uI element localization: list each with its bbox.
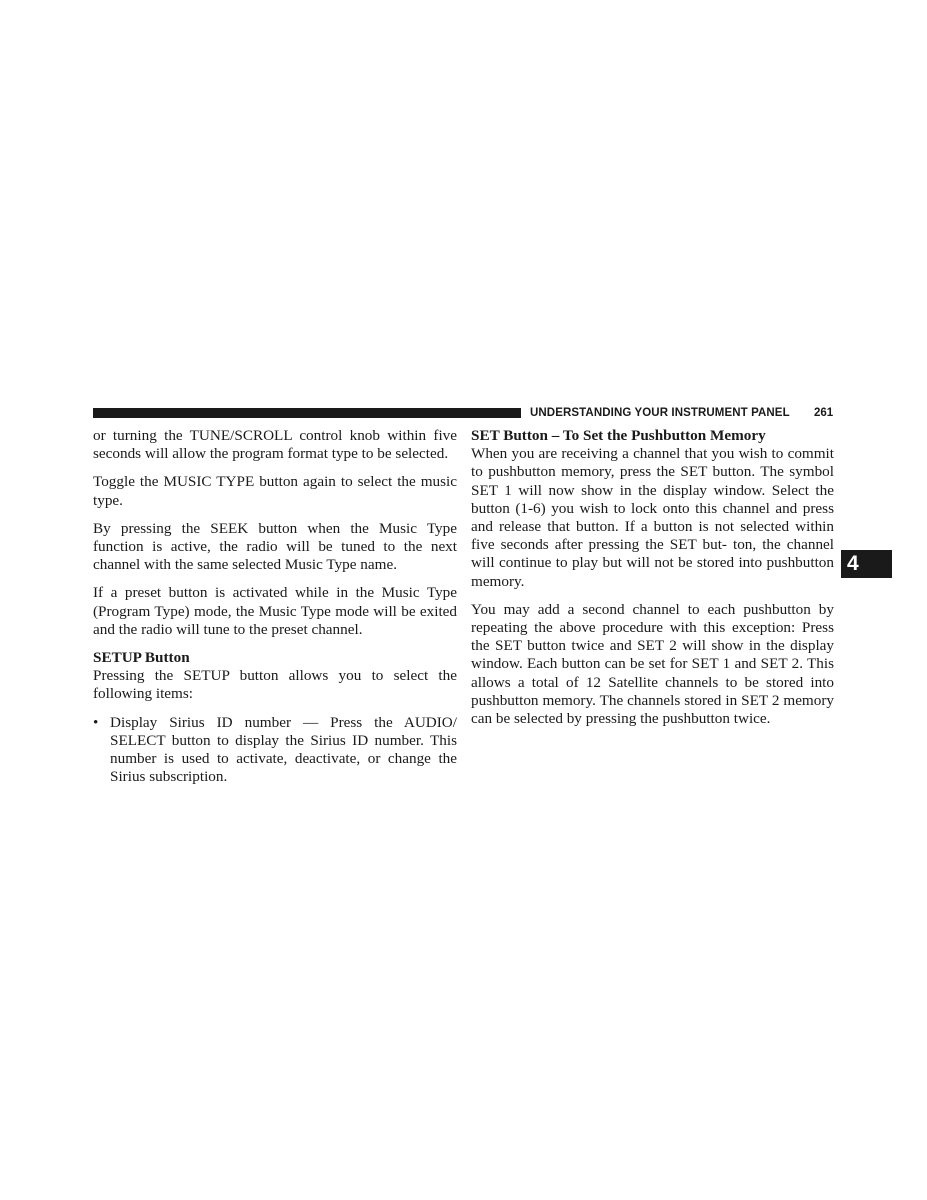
left-column xyxy=(93,427,457,786)
paragraph-set-2: You may add a second channel to each pushbutton by repeating the above procedure with this exception: Press the SET button twice and SET 2 will show in the display window. Each button can be set for SET 1 and SET 2. This allows a total of 12 Satellite channels to be stored into pushbutton memory. The channels stored in SET 2 memory can be selected by pressing the pushbutton twice. xyxy=(471,600,834,728)
paragraph-preset: If a preset button is activated while in the Music Type (Program Type) mode, the Music Type mode will be exited and the radio will tune to the preset channel. xyxy=(93,584,457,638)
running-header-title: UNDERSTANDING YOUR INSTRUMENT PANEL xyxy=(530,407,790,419)
bullet-text: Display Sirius ID number — Press the AUDIO/ SELECT button to display the Sirius ID number. This number is used to activate, deactivate, or change the Sirius subscription. xyxy=(110,713,457,786)
header-rule xyxy=(93,408,521,418)
paragraph-tune-scroll: or turning the TUNE/SCROLL control knob within five seconds will allow the program format type to be selected. xyxy=(93,427,457,463)
bullet-icon: • xyxy=(93,713,99,731)
list-item xyxy=(93,714,457,787)
page-number: 261 xyxy=(814,407,834,419)
setup-heading: SETUP Button xyxy=(93,649,190,667)
right-column xyxy=(471,427,834,738)
paragraph-music-type-toggle: Toggle the MUSIC TYPE button again to select the music type. xyxy=(93,473,457,509)
paragraph-setup: Pressing the SETUP button allows you to select the following items: xyxy=(93,667,457,703)
paragraph-set-1: When you are receiving a channel that you wish to commit to pushbutton memory, press the SET button. The symbol SET 1 will now show in the display window. Select the button (1-6) you wish to lock onto this channel and press and release that button. If a button is not selected within five seconds after pressing the SET but- ton, the channel will continue to play but will not be stored into pushbutton memory. xyxy=(471,445,834,590)
set-button-heading: SET Button – To Set the Pushbutton Memory xyxy=(471,427,766,444)
paragraph-seek: By pressing the SEEK button when the Music Type function is active, the radio will be tuned to the next channel with the same selected Music Type name. xyxy=(93,519,457,574)
chapter-tab: 4 xyxy=(841,550,892,578)
